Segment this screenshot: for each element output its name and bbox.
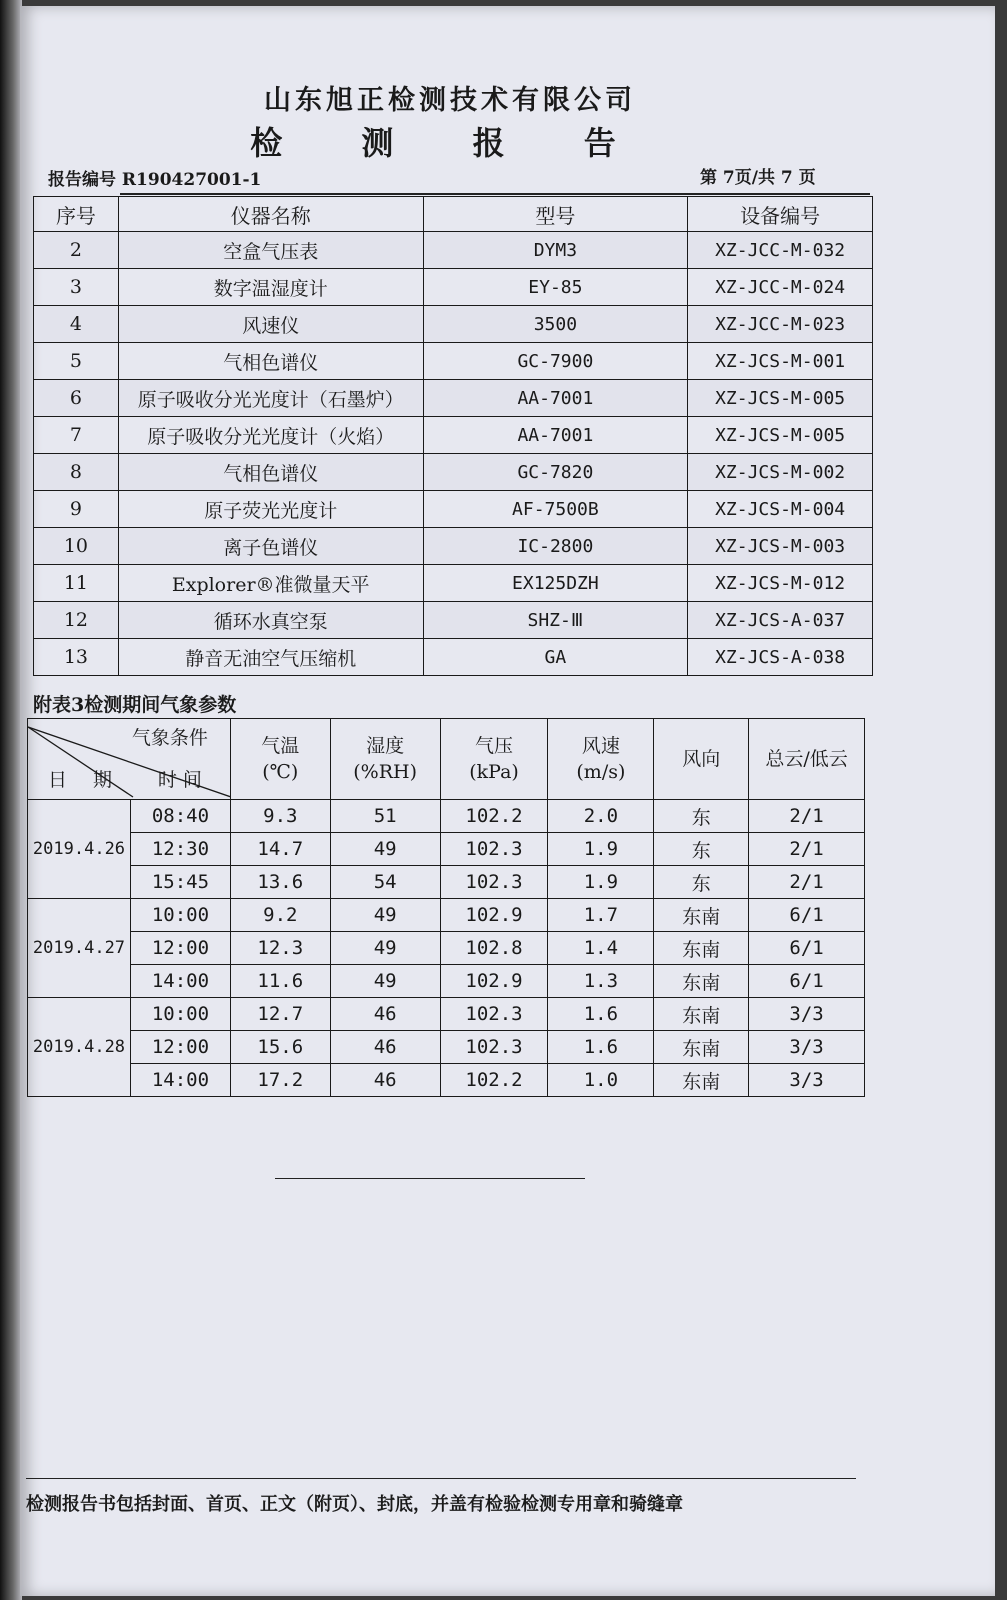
header-cloud-cover: 总云/低云: [749, 719, 865, 800]
weather-table: [27, 718, 865, 1097]
wind-speed-cell: 2.0: [548, 800, 654, 833]
temperature-cell: 17.2: [230, 1064, 330, 1097]
wind-direction-cell: 东南: [654, 965, 749, 998]
equipment-row: [34, 306, 873, 343]
wind-direction-cell: 东南: [654, 1031, 749, 1064]
time-cell: 15:45: [130, 866, 230, 899]
corner-time: 时 间: [157, 769, 202, 791]
wind-direction-cell: 东: [654, 866, 749, 899]
cloud-cover-cell: 3/3: [749, 998, 865, 1031]
weather-header-row: [28, 719, 865, 800]
instrument-name-cell: 气相色谱仪: [118, 454, 423, 491]
header-wind-direction: 风向: [654, 719, 749, 800]
pressure-cell: 102.9: [440, 899, 548, 932]
equipment-row: [34, 565, 873, 602]
temperature-cell: 15.6: [230, 1031, 330, 1064]
header-pressure-unit: (kPa): [469, 761, 519, 783]
model-cell: AA-7001: [423, 417, 688, 454]
equipment-table: [33, 196, 873, 676]
wind-speed-cell: 1.6: [548, 1031, 654, 1064]
serial-cell: 8: [34, 454, 119, 491]
time-cell: 08:40: [130, 800, 230, 833]
temperature-cell: 9.2: [230, 899, 330, 932]
equipment-row: [34, 491, 873, 528]
wind-speed-cell: 1.3: [548, 965, 654, 998]
corner-date: 日 期: [48, 769, 123, 791]
wind-direction-cell: 东南: [654, 1064, 749, 1097]
device-id-cell: XZ-JCS-A-037: [688, 602, 873, 639]
equipment-row: [34, 380, 873, 417]
temperature-cell: 11.6: [230, 965, 330, 998]
header-instrument: 仪器名称: [118, 197, 423, 232]
instrument-name-cell: 数字温湿度计: [118, 269, 423, 306]
model-cell: GA: [423, 639, 688, 676]
wind-direction-cell: 东南: [654, 932, 749, 965]
weather-row: [28, 800, 865, 833]
header-temperature-label: 气温: [261, 735, 300, 757]
header-pressure-label: 气压: [475, 735, 514, 757]
header-humidity: [330, 719, 440, 800]
cloud-cover-cell: 3/3: [749, 1031, 865, 1064]
humidity-cell: 49: [330, 965, 440, 998]
header-temperature-unit: (℃): [262, 761, 299, 783]
footer-note: 检测报告书包括封面、首页、正文（附页）、封底，并盖有检验检测专用章和骑缝章: [26, 1494, 683, 1515]
cloud-cover-cell: 2/1: [749, 800, 865, 833]
time-cell: 12:30: [130, 833, 230, 866]
corner-condition: 气象条件: [131, 727, 208, 749]
date-cell: 2019.4.27: [28, 899, 131, 998]
header-serial: 序号: [34, 197, 119, 232]
footer-divider: [26, 1478, 856, 1479]
cloud-cover-cell: 6/1: [749, 899, 865, 932]
instrument-name-cell: 原子吸收分光光度计（石墨炉）: [118, 380, 423, 417]
time-cell: 14:00: [130, 1064, 230, 1097]
pressure-cell: 102.3: [440, 998, 548, 1031]
header-wind-speed-label: 风速: [581, 735, 620, 757]
model-cell: GC-7820: [423, 454, 688, 491]
model-cell: SHZ-Ⅲ: [423, 602, 688, 639]
instrument-name-cell: 气相色谱仪: [118, 343, 423, 380]
diagonal-header: [28, 719, 231, 800]
device-id-cell: XZ-JCS-M-001: [688, 343, 873, 380]
weather-row: [28, 833, 865, 866]
humidity-cell: 54: [330, 866, 440, 899]
instrument-name-cell: 静音无油空气压缩机: [118, 639, 423, 676]
instrument-name-cell: 离子色谱仪: [118, 528, 423, 565]
cloud-cover-cell: 2/1: [749, 833, 865, 866]
model-cell: AA-7001: [423, 380, 688, 417]
instrument-name-cell: 原子吸收分光光度计（火焰）: [118, 417, 423, 454]
device-id-cell: XZ-JCS-M-003: [688, 528, 873, 565]
wind-direction-cell: 东南: [654, 998, 749, 1031]
device-id-cell: XZ-JCS-M-012: [688, 565, 873, 602]
humidity-cell: 49: [330, 833, 440, 866]
temperature-cell: 13.6: [230, 866, 330, 899]
header-humidity-unit: (%RH): [353, 761, 418, 783]
date-cell: 2019.4.28: [28, 998, 131, 1097]
device-id-cell: XZ-JCS-M-005: [688, 417, 873, 454]
serial-cell: 3: [34, 269, 119, 306]
temperature-cell: 12.7: [230, 998, 330, 1031]
weather-row: [28, 932, 865, 965]
equipment-row: [34, 232, 873, 269]
temperature-cell: 14.7: [230, 833, 330, 866]
cloud-cover-cell: 2/1: [749, 866, 865, 899]
humidity-cell: 46: [330, 998, 440, 1031]
weather-row: [28, 965, 865, 998]
pressure-cell: 102.9: [440, 965, 548, 998]
humidity-cell: 49: [330, 932, 440, 965]
date-cell: 2019.4.26: [28, 800, 131, 899]
humidity-cell: 46: [330, 1064, 440, 1097]
device-id-cell: XZ-JCS-M-004: [688, 491, 873, 528]
serial-cell: 2: [34, 232, 119, 269]
time-cell: 10:00: [130, 899, 230, 932]
model-cell: IC-2800: [423, 528, 688, 565]
wind-direction-cell: 东: [654, 800, 749, 833]
report-title: 检 测 报 告: [250, 124, 650, 162]
header-pressure: [440, 719, 548, 800]
device-id-cell: XZ-JCS-A-038: [688, 639, 873, 676]
serial-cell: 7: [34, 417, 119, 454]
header-wind-speed: [548, 719, 654, 800]
company-name: 山东旭正检测技术有限公司: [264, 85, 636, 116]
serial-cell: 9: [34, 491, 119, 528]
pressure-cell: 102.8: [440, 932, 548, 965]
report-number: 报告编号 R190427001-1: [48, 170, 262, 190]
device-id-cell: XZ-JCC-M-024: [688, 269, 873, 306]
model-cell: EX125DZH: [423, 565, 688, 602]
wind-speed-cell: 1.6: [548, 998, 654, 1031]
weather-row: [28, 899, 865, 932]
pressure-cell: 102.3: [440, 1031, 548, 1064]
pressure-cell: 102.3: [440, 833, 548, 866]
header-model: 型号: [423, 197, 688, 232]
humidity-cell: 46: [330, 1031, 440, 1064]
time-cell: 10:00: [130, 998, 230, 1031]
wind-speed-cell: 1.4: [548, 932, 654, 965]
model-cell: DYM3: [423, 232, 688, 269]
signature-line: [275, 1178, 585, 1179]
header-device-id: 设备编号: [688, 197, 873, 232]
page-number: 第 7页/共 7 页: [700, 168, 816, 188]
wind-speed-cell: 1.0: [548, 1064, 654, 1097]
model-cell: GC-7900: [423, 343, 688, 380]
weather-row: [28, 866, 865, 899]
pressure-cell: 102.2: [440, 800, 548, 833]
temperature-cell: 9.3: [230, 800, 330, 833]
serial-cell: 13: [34, 639, 119, 676]
weather-row: [28, 998, 865, 1031]
humidity-cell: 49: [330, 899, 440, 932]
header-wind-speed-unit: (m/s): [576, 761, 626, 783]
model-cell: EY-85: [423, 269, 688, 306]
serial-cell: 10: [34, 528, 119, 565]
wind-speed-cell: 1.7: [548, 899, 654, 932]
device-id-cell: XZ-JCC-M-032: [688, 232, 873, 269]
model-cell: AF-7500B: [423, 491, 688, 528]
device-id-cell: XZ-JCS-M-005: [688, 380, 873, 417]
time-cell: 14:00: [130, 965, 230, 998]
instrument-name-cell: 原子荧光光度计: [118, 491, 423, 528]
binding-edge: [0, 0, 22, 1600]
cloud-cover-cell: 6/1: [749, 965, 865, 998]
cloud-cover-cell: 3/3: [749, 1064, 865, 1097]
pressure-cell: 102.3: [440, 866, 548, 899]
weather-table-caption: 附表3检测期间气象参数: [33, 694, 237, 716]
wind-speed-cell: 1.9: [548, 866, 654, 899]
humidity-cell: 51: [330, 800, 440, 833]
header-divider: [120, 193, 870, 195]
equipment-header-row: [34, 197, 873, 232]
equipment-row: [34, 602, 873, 639]
wind-direction-cell: 东南: [654, 899, 749, 932]
time-cell: 12:00: [130, 932, 230, 965]
equipment-row: [34, 454, 873, 491]
equipment-row: [34, 639, 873, 676]
serial-cell: 12: [34, 602, 119, 639]
serial-cell: 5: [34, 343, 119, 380]
device-id-cell: XZ-JCS-M-002: [688, 454, 873, 491]
equipment-row: [34, 269, 873, 306]
equipment-row: [34, 343, 873, 380]
instrument-name-cell: Explorer®准微量天平: [118, 565, 423, 602]
serial-cell: 6: [34, 380, 119, 417]
temperature-cell: 12.3: [230, 932, 330, 965]
pressure-cell: 102.2: [440, 1064, 548, 1097]
time-cell: 12:00: [130, 1031, 230, 1064]
equipment-row: [34, 528, 873, 565]
wind-direction-cell: 东: [654, 833, 749, 866]
header-humidity-label: 湿度: [366, 735, 405, 757]
wind-speed-cell: 1.9: [548, 833, 654, 866]
cloud-cover-cell: 6/1: [749, 932, 865, 965]
serial-cell: 11: [34, 565, 119, 602]
device-id-cell: XZ-JCC-M-023: [688, 306, 873, 343]
header-temperature: [230, 719, 330, 800]
seam-stamp-fragment: [962, 520, 980, 700]
weather-row: [28, 1064, 865, 1097]
weather-row: [28, 1031, 865, 1064]
instrument-name-cell: 循环水真空泵: [118, 602, 423, 639]
equipment-row: [34, 417, 873, 454]
model-cell: 3500: [423, 306, 688, 343]
serial-cell: 4: [34, 306, 119, 343]
instrument-name-cell: 空盒气压表: [118, 232, 423, 269]
instrument-name-cell: 风速仪: [118, 306, 423, 343]
